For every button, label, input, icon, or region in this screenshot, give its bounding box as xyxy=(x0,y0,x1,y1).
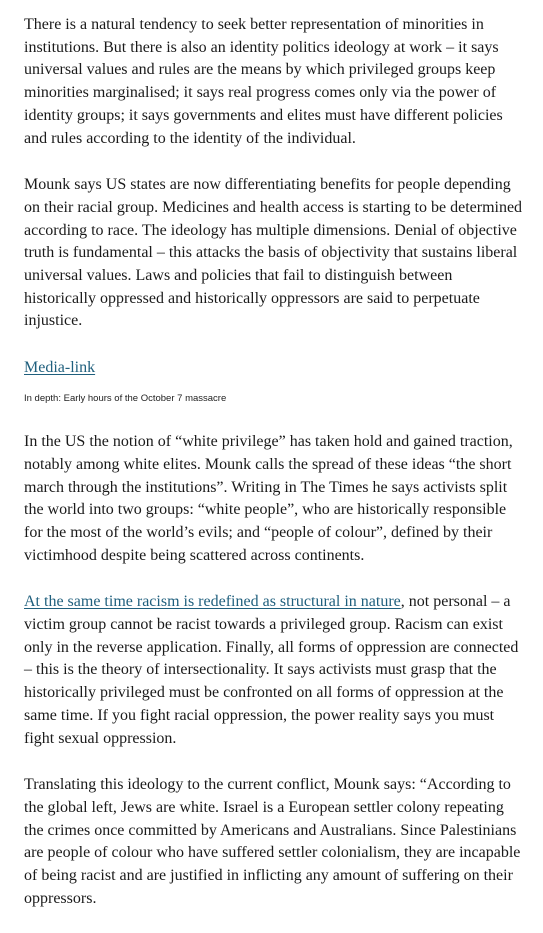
paragraph-current-conflict: Translating this ideology to the current conflict, Mounk says: “According to the global left, Jews are white. Israel is a European settler colony repeating the crimes once committed by Americans and Australians. Since Palestinians are people of colour who have suffered settler colonialism, they are incapable of being racist and are justified in inflicting any amount of suffering on their oppressors. xyxy=(24,776,521,907)
paragraph-racism-structural xyxy=(24,591,523,750)
paragraph-identity-politics: There is a natural tendency to seek better representation of minorities in institutions. But there is also an identity politics ideology at work – it says universal values and rules are the means by which privileged groups keep minorities marginalised; it says real progress comes only via the power of identity groups; it says governments and elites must have different policies and rules according to the identity of the individual. xyxy=(24,16,503,147)
paragraph-racism-structural-text: , not personal – a victim group cannot be racist towards a privileged group. Racism can exist only in the reverse application. Finally, all forms of oppression are connected – this is the theory of intersectionality. It says activists must grasp that the historically privileged must be confronted on all forms of oppression at the same time. If you fight racial oppression, the power reality says you must fight sexual oppression. xyxy=(24,593,519,747)
structural-racism-link[interactable]: At the same time racism is redefined as structural in nature xyxy=(24,593,401,611)
media-link[interactable]: Media-link xyxy=(24,359,96,377)
paragraph-white-privilege: In the US the notion of “white privilege” has taken hold and gained traction, notably among white elites. Mounk calls the spread of these ideas “the short march through the institutions”. Writing in The Times he says activists split the world into two groups: “white people”, who are historically responsible for the most of the world’s evils; and “people of colour”, defined by their victimhood despite being scattered across continents. xyxy=(24,433,513,564)
media-caption: In depth: Early hours of the October 7 massacre xyxy=(24,393,227,405)
media-link-container xyxy=(24,357,523,379)
paragraph-us-states: Mounk says US states are now differentiating benefits for people depending on their racial group. Medicines and health access is starting to be determined according to race. The ideology has multiple dimensions. Denial of objective truth is fundamental – this attacks the basis of objectivity that sustains liberal universal values. Laws and policies that fail to distinguish between historically oppressed and historically oppressors are said to perpetuate injustice. xyxy=(24,176,523,330)
